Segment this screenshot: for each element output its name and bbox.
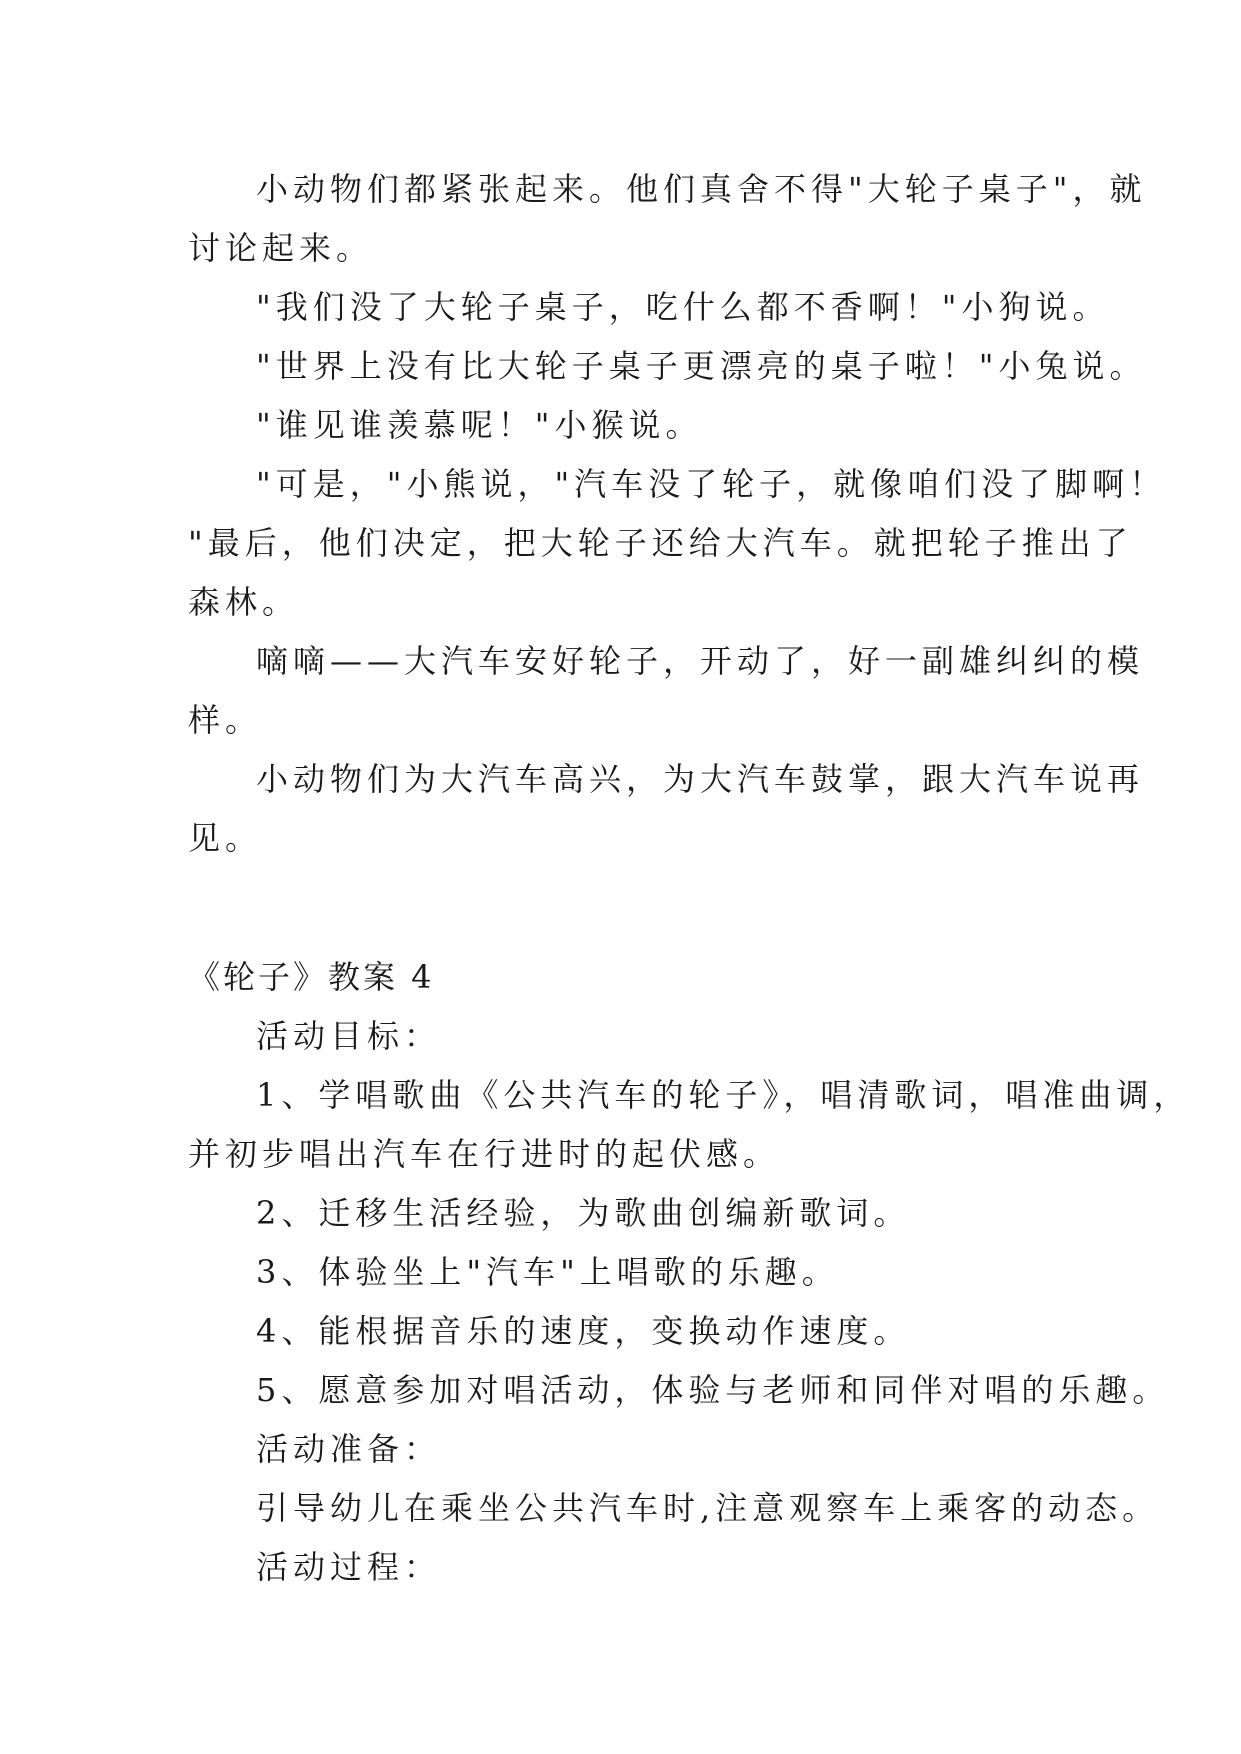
story-paragraph-7-line-1: 小动物们为大汽车高兴，为大汽车鼓掌，跟大汽车说再 [256,760,1145,798]
story-paragraph-7-line-2: 见。 [188,819,263,857]
story-paragraph-6-line-2: 样。 [188,701,263,739]
story-paragraph-3: "世界上没有比大轮子桌子更漂亮的桌子啦！"小兔说。 [256,347,1147,385]
goal-3: 3、体验坐上"汽车"上唱歌的乐趣。 [256,1253,839,1291]
goal-5: 5、愿意参加对唱活动，体验与老师和同伴对唱的乐趣。 [256,1371,1170,1409]
section-gap [188,868,1058,948]
goals-label: 活动目标： [256,1017,442,1055]
story-paragraph-6-line-1: 嘀嘀——大汽车安好轮子，开动了，好一副雄纠纠的模 [256,642,1145,680]
story-paragraph-1-line-2: 讨论起来。 [188,229,374,267]
goal-4: 4、能根据音乐的速度，变换动作速度。 [256,1312,911,1350]
goal-1-line-1: 1、学唱歌曲《公共汽车的轮子》，唱清歌词，唱准曲调， [256,1076,1191,1114]
lesson-title: 《轮子》教案 4 [188,958,435,996]
story-paragraph-5-line-2: "最后，他们决定，把大轮子还给大汽车。就把轮子推出了 [188,524,1133,562]
goal-2: 2、迁移生活经验，为歌曲创编新歌词。 [256,1194,911,1232]
story-paragraph-2: "我们没了大轮子桌子，吃什么都不香啊！"小狗说。 [256,288,1110,326]
story-paragraph-1-line-1: 小动物们都紧张起来。他们真舍不得"大轮子桌子"，就 [256,170,1147,208]
goal-1-line-2: 并初步唱出汽车在行进时的起伏感。 [188,1135,781,1173]
document-page [188,160,1191,1597]
process-label: 活动过程： [256,1548,442,1586]
story-paragraph-4: "谁见谁羡慕呢！"小猴说。 [256,406,703,444]
prep-label: 活动准备： [256,1430,442,1468]
story-paragraph-5-line-1: "可是，"小熊说，"汽车没了轮子，就像咱们没了脚啊！ [256,465,1167,503]
prep-text: 引导幼儿在乘坐公共汽车时,注意观察车上乘客的动态。 [256,1489,1160,1527]
story-paragraph-5-line-3: 森林。 [188,583,300,621]
